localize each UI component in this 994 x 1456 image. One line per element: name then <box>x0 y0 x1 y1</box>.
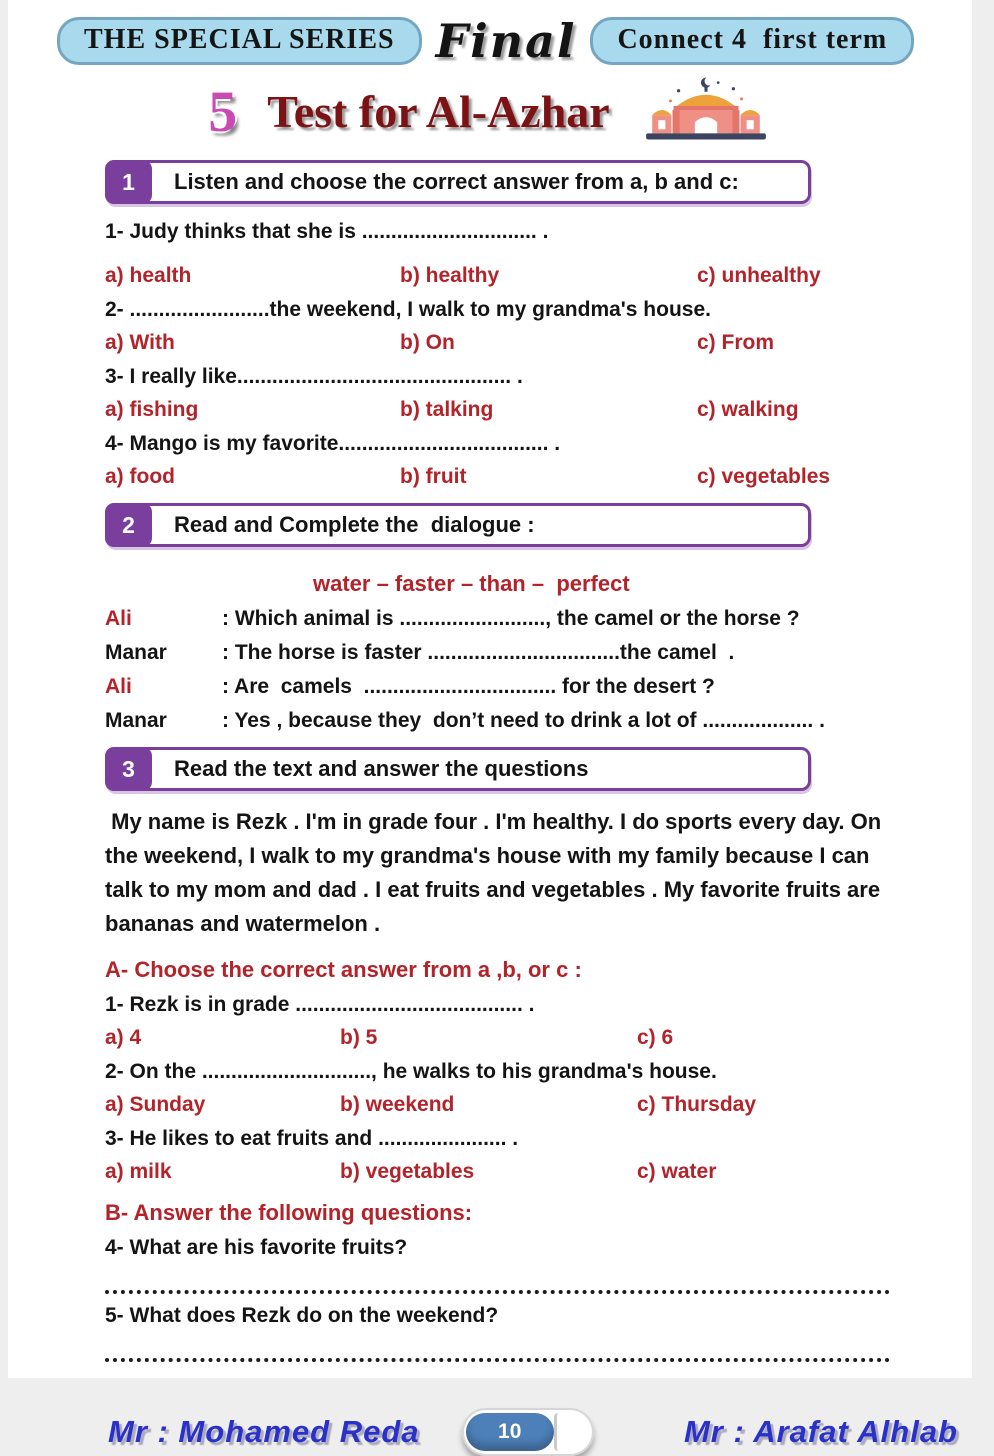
final-label: Final <box>435 14 577 68</box>
option-b: b) 5 <box>340 1026 378 1049</box>
teacher-name-left: Mr : Mohamed Reda <box>108 1414 420 1449</box>
footer-row <box>108 1408 958 1456</box>
dialogue-line: : Yes , because they don’t need to drink a lot of ................... . <box>222 709 825 732</box>
option-b: b) weekend <box>340 1093 455 1116</box>
part-b-heading: B- Answer the following questions: <box>105 1200 473 1225</box>
dialogue-line: : Which animal is ........................., the camel or the horse ? <box>222 607 800 630</box>
page-title: Test for Al-Azhar <box>267 85 610 137</box>
series-badge: THE SPECIAL SERIES <box>57 17 422 65</box>
question-text: 4- What are his favorite fruits? <box>105 1236 408 1259</box>
section-1-heading: Listen and choose the correct answer from a, b and c: <box>174 169 739 194</box>
header-row <box>8 0 972 68</box>
options-row <box>105 398 890 422</box>
option-a: a) milk <box>105 1160 172 1183</box>
section-1-body <box>8 220 972 489</box>
dialogue-row <box>105 607 890 631</box>
question-text: 2- ........................the weekend, I walk to my grandma's house. <box>105 298 711 321</box>
option-b: b) On <box>400 331 455 354</box>
options-row <box>105 1160 890 1184</box>
options-row <box>105 331 890 355</box>
option-a: a) With <box>105 331 175 354</box>
title-row <box>8 76 972 146</box>
dialogue-line: : The horse is faster .................................the camel . <box>222 641 735 664</box>
option-c: c) vegetables <box>697 465 831 488</box>
term-badge: Connect 4 first term <box>590 17 914 65</box>
question-text: 3- I really like............................................... . <box>105 365 523 388</box>
reading-passage: My name is Rezk . I'm in grade four . I'm healthy. I do sports every day. On the weekend, I walk to my grandma's house with my family because I can talk to my mom and dad . I eat fruits and vegetables . My favorite fruits are bananas and watermelon . <box>105 809 888 936</box>
option-a: a) fishing <box>105 398 199 421</box>
dialogue-row <box>105 641 890 665</box>
test-number: 5 <box>208 78 238 144</box>
speaker-name: Ali <box>105 675 132 698</box>
word-bank: water – faster – than – perfect <box>313 571 630 596</box>
speaker-name: Manar <box>105 709 167 732</box>
option-a: a) food <box>105 465 175 488</box>
section-3-heading: Read the text and answer the questions <box>174 756 589 781</box>
question-text: 2- On the ............................., he walks to his grandma's house. <box>105 1060 717 1083</box>
section-3-header <box>105 747 811 791</box>
question-text: 3- He likes to eat fruits and ...................... . <box>105 1127 519 1150</box>
section-2-number-badge: 2 <box>105 503 152 547</box>
answer-line <box>105 1274 890 1294</box>
question-text: 5- What does Rezk do on the weekend? <box>105 1304 499 1327</box>
option-b: b) healthy <box>400 264 500 287</box>
section-2-body <box>8 571 972 733</box>
option-b: b) vegetables <box>340 1160 475 1183</box>
teacher-name-right: Mr : Arafat Alhlab <box>683 1414 958 1449</box>
section-3-number-badge: 3 <box>105 747 152 791</box>
dialogue-line: : Are camels ................................. for the desert ? <box>222 675 715 698</box>
option-a: a) 4 <box>105 1026 142 1049</box>
section-2-header <box>105 503 811 547</box>
page-number-badge <box>462 1408 594 1456</box>
question-text: 1- Judy thinks that she is .............................. . <box>105 220 549 243</box>
option-c: c) 6 <box>637 1026 674 1049</box>
part-a-heading: A- Choose the correct answer from a ,b, or c : <box>105 957 582 982</box>
speaker-name: Manar <box>105 641 167 664</box>
options-row <box>105 465 890 489</box>
option-a: a) Sunday <box>105 1093 206 1116</box>
option-c: c) Thursday <box>637 1093 757 1116</box>
option-c: c) walking <box>697 398 799 421</box>
options-row <box>105 1093 890 1117</box>
worksheet-page <box>8 0 972 1449</box>
question-text: 4- Mango is my favorite.................................... . <box>105 432 561 455</box>
dialogue-row <box>105 709 890 733</box>
mosque-icon <box>640 76 772 147</box>
option-c: c) unhealthy <box>697 264 821 287</box>
section-1-header <box>105 160 811 204</box>
option-c: c) water <box>637 1160 717 1183</box>
option-a: a) health <box>105 264 192 287</box>
section-1-number-badge: 1 <box>105 160 152 204</box>
section-3-body <box>8 805 972 1362</box>
option-c: c) From <box>697 331 775 354</box>
option-b: b) fruit <box>400 465 467 488</box>
section-2-heading: Read and Complete the dialogue : <box>174 512 535 537</box>
option-b: b) talking <box>400 398 494 421</box>
answer-line <box>105 1342 890 1362</box>
speaker-name: Ali <box>105 607 132 630</box>
dialogue-row <box>105 675 890 699</box>
question-text: 1- Rezk is in grade ....................................... . <box>105 993 535 1016</box>
options-row <box>105 1026 890 1050</box>
page-number: 10 <box>466 1413 554 1451</box>
options-row <box>105 264 890 288</box>
page-curl-decoration <box>554 1413 590 1451</box>
